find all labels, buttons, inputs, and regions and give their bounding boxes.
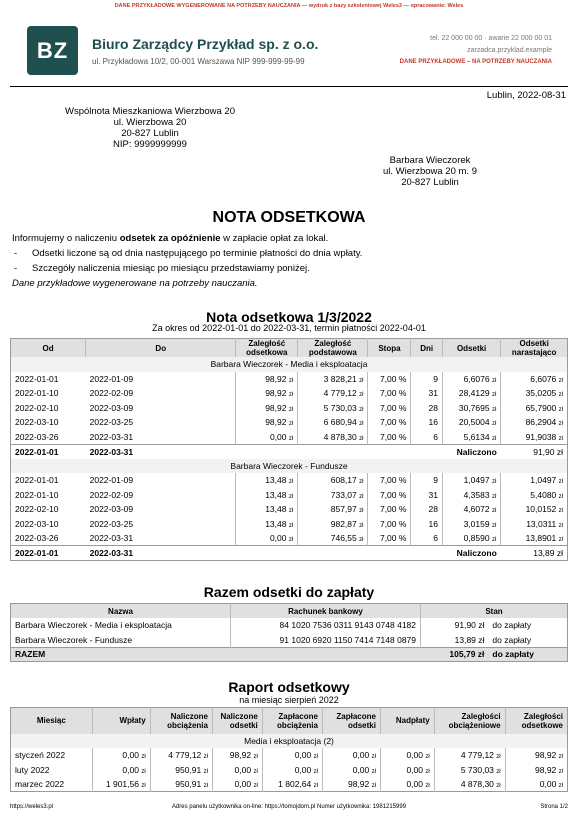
sum-to: 2022-03-31 — [86, 546, 236, 561]
raport-value-cell: 0,00 zł — [380, 748, 434, 763]
currency-label: zł — [491, 421, 497, 428]
raport-value-cell: 950,91 zł — [150, 763, 212, 778]
currency-label: zł — [253, 754, 258, 761]
date-from-cell: 2022-03-26 — [15, 431, 59, 442]
currency-label: zł — [288, 435, 294, 442]
currency-label: zł — [558, 392, 563, 399]
intro-bullet-1: - Odsetki liczone są od dnia następującego po terminie płatności do dnia wpłaty. — [12, 246, 568, 261]
currency-label: zł — [359, 493, 364, 500]
raport-value-cell: 0,00 zł — [322, 763, 380, 778]
sum-from: 2022-01-01 — [11, 546, 86, 561]
date-to-cell: 2022-02-09 — [89, 388, 134, 399]
company-logo: BZ — [27, 26, 78, 75]
razem-total-row — [11, 647, 568, 662]
addressee-city: 20-827 Lublin — [401, 177, 459, 188]
table-row — [11, 633, 568, 648]
interest-cell: 30,7695 zł — [442, 401, 500, 416]
currency-label: zł — [491, 377, 497, 384]
balance-status-cell: do zapłaty — [492, 620, 532, 631]
raport-value-cell: 0,00 zł — [262, 748, 322, 763]
days-cell: 9 — [411, 473, 443, 488]
days-cell: 9 — [411, 372, 443, 387]
interest-arrears-cell: 13,48 zł — [236, 517, 298, 532]
raport-header-cell: Naliczone odsetki — [212, 708, 262, 734]
raport-value-cell: 0,00 zł — [262, 763, 322, 778]
month-cell: marzec 2022 — [15, 779, 65, 789]
days-cell: 16 — [411, 517, 443, 532]
date-to-cell: 2022-03-31 — [89, 533, 134, 543]
raport-value-cell: 0,00 zł — [380, 763, 434, 778]
table-row — [11, 386, 568, 401]
currency-label: zł — [558, 508, 563, 515]
interest-arrears-cell: 98,92 zł — [236, 415, 298, 430]
currency-label: zł — [371, 783, 376, 789]
interest-cell: 5,6134 zł — [442, 430, 500, 445]
nota-header-cell: Odsetki — [442, 339, 500, 358]
table-row — [11, 415, 568, 430]
principal-arrears-cell: 608,17 zł — [298, 473, 368, 488]
footer-left[interactable]: https://weles3.pl — [10, 804, 54, 810]
sum-value: 91,90 zł — [501, 444, 568, 459]
currency-label: zł — [359, 421, 364, 428]
raport-group-row — [11, 734, 568, 749]
raport-subtitle: na miesiąc sierpień 2022 — [239, 695, 339, 705]
raport-value-cell: 4 779,12 zł — [434, 748, 505, 763]
currency-label: zł — [496, 768, 501, 775]
raport-header-cell: Zapłacone odsetki — [322, 708, 380, 734]
days-cell: 31 — [411, 386, 443, 401]
table-row — [11, 531, 568, 546]
rate-cell: 7,00 % — [368, 386, 411, 401]
date-from-cell: 2022-03-10 — [15, 518, 59, 529]
date-from-cell: 2022-01-01 — [15, 475, 59, 486]
table-row — [11, 777, 568, 792]
intro-p1b: odsetek za opóźnienie — [119, 233, 221, 244]
recipient-block — [55, 106, 245, 150]
nota-group-name: Barbara Wieczorek - Fundusze — [11, 459, 568, 474]
raport-value-cell: 0,00 zł — [92, 748, 150, 763]
interest-arrears-cell: 13,48 zł — [236, 488, 298, 503]
currency-label: zł — [288, 392, 294, 399]
nota-group-row — [11, 357, 568, 372]
interest-cell: 6,6076 zł — [442, 372, 500, 387]
interest-arrears-cell: 13,48 zł — [236, 502, 298, 517]
cumulative-interest-cell: 13,0311 zł — [501, 517, 568, 532]
addressee-block — [370, 155, 490, 188]
nota-header-cell: Dni — [411, 339, 443, 358]
currency-label: zł — [313, 768, 318, 775]
interest-cell: 20,5004 zł — [442, 415, 500, 430]
recipient-city: 20-827 Lublin — [121, 128, 179, 139]
nota-header-row — [11, 339, 568, 358]
account-name-cell: Barbara Wieczorek - Fundusze — [15, 634, 133, 645]
nota-header-cell: Od — [11, 339, 86, 358]
principal-arrears-cell: 982,87 zł — [298, 517, 368, 532]
currency-label: zł — [491, 406, 497, 413]
date-to-cell: 2022-03-09 — [89, 504, 134, 515]
currency-label: zł — [288, 493, 294, 500]
currency-label: zł — [359, 377, 364, 384]
currency-label: zł — [371, 754, 376, 761]
company-email: zarzadca.przyklad.example — [467, 47, 552, 54]
currency-label: zł — [288, 406, 294, 413]
cumulative-interest-cell: 35,0205 zł — [501, 386, 568, 401]
currency-label: zł — [313, 754, 318, 761]
table-row — [11, 473, 568, 488]
raport-header-cell: Zapłacone obciążenia — [262, 708, 322, 734]
currency-label: zł — [288, 377, 294, 384]
currency-label: zł — [288, 537, 294, 543]
interest-cell: 3,0159 zł — [442, 517, 500, 532]
cumulative-interest-cell: 91,9038 zł — [501, 430, 568, 445]
currency-label: zł — [253, 783, 258, 789]
currency-label: zł — [371, 768, 376, 775]
currency-label: zł — [359, 392, 364, 399]
principal-arrears-cell: 4 779,12 zł — [298, 386, 368, 401]
date-from-cell: 2022-03-26 — [15, 533, 59, 543]
interest-arrears-cell: 98,92 zł — [236, 372, 298, 387]
addressee-name: Barbara Wieczorek — [389, 155, 471, 166]
footer-page: Strona 1/2 — [540, 804, 568, 810]
raport-value-cell: 98,92 zł — [505, 748, 567, 763]
nota-group-row — [11, 459, 568, 474]
intro-text — [12, 231, 568, 291]
sum-from: 2022-01-01 — [11, 444, 86, 459]
date-to-cell: 2022-02-09 — [89, 489, 134, 500]
cumulative-interest-cell: 13,8901 zł — [501, 531, 568, 546]
currency-label: zł — [558, 754, 563, 761]
date-from-cell: 2022-02-10 — [15, 402, 59, 413]
table-row — [11, 517, 568, 532]
sum-label: Naliczono — [442, 546, 500, 561]
currency-label: zł — [491, 493, 497, 500]
currency-label: zł — [359, 406, 364, 413]
currency-label: zł — [203, 754, 208, 761]
cumulative-interest-cell: 65,7900 zł — [501, 401, 568, 416]
principal-arrears-cell: 746,55 zł — [298, 531, 368, 546]
table-row — [11, 372, 568, 387]
days-cell: 6 — [411, 430, 443, 445]
raport-value-cell: 0,00 zł — [380, 777, 434, 792]
bank-account-cell: 91 1020 6920 1150 7414 7148 0879 — [231, 633, 421, 648]
principal-arrears-cell: 4 878,30 zł — [298, 430, 368, 445]
currency-label: zł — [203, 783, 208, 789]
document-title: NOTA ODSETKOWA — [212, 209, 366, 226]
rate-cell: 7,00 % — [368, 473, 411, 488]
razem-table — [10, 603, 568, 662]
currency-label: zł — [359, 537, 364, 543]
currency-label: zł — [558, 479, 563, 486]
razem-header-row — [11, 604, 568, 619]
principal-arrears-cell: 733,07 zł — [298, 488, 368, 503]
table-row — [11, 401, 568, 416]
currency-label: zł — [558, 493, 563, 500]
currency-label: zł — [558, 783, 563, 789]
sum-label: Naliczono — [442, 444, 500, 459]
nota-header-cell: Stopa — [368, 339, 411, 358]
currency-label: zł — [425, 754, 430, 761]
currency-label: zł — [288, 522, 294, 529]
date-from-cell: 2022-03-10 — [15, 417, 59, 428]
nota-subtitle: Za okres od 2022-01-01 do 2022-03-31, termin płatności 2022-04-01 — [152, 323, 426, 333]
currency-label: zł — [558, 768, 563, 775]
balance-cell: 13,89 zł — [421, 633, 489, 648]
currency-label: zł — [141, 754, 146, 761]
company-phone: tel. 22 000 00 00 · awarie 22 000 00 01 — [430, 35, 552, 42]
currency-label: zł — [359, 508, 364, 515]
interest-arrears-cell: 98,92 zł — [236, 401, 298, 416]
currency-label: zł — [491, 522, 497, 529]
raport-value-cell: 0,00 zł — [505, 777, 567, 792]
currency-label: zł — [425, 768, 430, 775]
rate-cell: 7,00 % — [368, 401, 411, 416]
bank-account-cell: 84 1020 7536 0311 9143 0748 4182 — [231, 618, 421, 633]
recipient-name: Wspólnota Mieszkaniowa Wierzbowa 20 — [64, 106, 236, 117]
currency-label: zł — [558, 537, 563, 543]
raport-value-cell: 0,00 zł — [212, 763, 262, 778]
raport-value-cell: 5 730,03 zł — [434, 763, 505, 778]
interest-cell: 4,3583 zł — [442, 488, 500, 503]
footer-middle: Adres panelu użytkownika on-line: https://tomojdom.pl Numer użytkownika: 1981215999 — [171, 804, 407, 810]
currency-label: zł — [558, 435, 563, 442]
recipient-street: ul. Wierzbowa 20 — [113, 117, 187, 128]
razem-header-account: Rachunek bankowy — [231, 604, 421, 619]
raport-value-cell: 950,91 zł — [150, 777, 212, 792]
raport-header-cell: Naliczone obciążenia — [150, 708, 212, 734]
raport-value-cell: 4 779,12 zł — [150, 748, 212, 763]
table-row — [11, 488, 568, 503]
raport-value-cell: 98,92 zł — [505, 763, 567, 778]
raport-value-cell: 4 878,30 zł — [434, 777, 505, 792]
interest-cell: 1,0497 zł — [442, 473, 500, 488]
date-to-cell: 2022-03-09 — [89, 402, 134, 413]
cumulative-interest-cell: 6,6076 zł — [501, 372, 568, 387]
cumulative-interest-cell: 5,4080 zł — [501, 488, 568, 503]
principal-arrears-cell: 5 730,03 zł — [298, 401, 368, 416]
date-from-cell: 2022-01-10 — [15, 489, 59, 500]
balance-status-cell: do zapłaty — [492, 634, 532, 645]
days-cell: 28 — [411, 401, 443, 416]
date-to-cell: 2022-03-25 — [89, 417, 134, 428]
intro-p1a: Informujemy o naliczeniu — [12, 233, 120, 244]
date-from-cell: 2022-02-10 — [15, 504, 59, 515]
cumulative-interest-cell: 10,0152 zł — [501, 502, 568, 517]
rate-cell: 7,00 % — [368, 415, 411, 430]
date-from-cell: 2022-01-01 — [15, 373, 59, 384]
addressee-street: ul. Wierzbowa 20 m. 9 — [383, 166, 477, 177]
top-banner: DANE PRZYKŁADOWE WYGENEROWANE NA POTRZEBY NAUCZANIA — wydruk z bazy szkoleniowej Weles3 — opracowanie: Weles — [114, 3, 464, 9]
currency-label: zł — [141, 768, 146, 775]
currency-label: zł — [359, 479, 364, 486]
sum-blank — [236, 444, 443, 459]
nota-table — [10, 338, 568, 561]
raport-value-cell: 0,00 zł — [322, 748, 380, 763]
balance-cell: 91,90 zł — [421, 618, 489, 633]
company-address: ul. Przykładowa 10/2, 00-001 Warszawa NIP 999-999-99-99 — [92, 57, 305, 66]
razem-header-balance: Stan — [421, 604, 568, 619]
raport-title: Raport odsetkowy — [228, 679, 350, 695]
interest-arrears-cell: 0,00 zł — [236, 430, 298, 445]
sum-value: 13,89 zł — [501, 546, 568, 561]
nota-sum-row — [11, 546, 568, 561]
interest-cell: 4,6072 zł — [442, 502, 500, 517]
intro-note: Dane przykładowe wygenerowane na potrzeby nauczania. — [12, 278, 258, 289]
currency-label: zł — [496, 754, 501, 761]
table-row — [11, 748, 568, 763]
nota-header-cell: Zaległość odsetkowa — [236, 339, 298, 358]
nota-title: Nota odsetkowa 1/3/2022 — [206, 309, 372, 325]
interest-cell: 0,8590 zł — [442, 531, 500, 546]
nota-header-cell: Zaległość podstawowa — [298, 339, 368, 358]
company-name: Biuro Zarządcy Przykład sp. z o.o. — [92, 36, 319, 52]
account-name-cell: Barbara Wieczorek - Media i eksploatacja — [15, 620, 172, 631]
company-note: DANE PRZYKŁADOWE – NA POTRZEBY NAUCZANIA — [399, 59, 552, 65]
rate-cell: 7,00 % — [368, 531, 411, 546]
principal-arrears-cell: 857,97 zł — [298, 502, 368, 517]
raport-value-cell: 0,00 zł — [92, 763, 150, 778]
rate-cell: 7,00 % — [368, 372, 411, 387]
raport-header-cell: Zaległości odsetkowe — [505, 708, 567, 734]
date-to-cell: 2022-03-31 — [89, 431, 134, 442]
currency-label: zł — [313, 783, 318, 789]
currency-label: zł — [253, 768, 258, 775]
date-to-cell: 2022-01-09 — [89, 475, 134, 486]
currency-label: zł — [203, 768, 208, 775]
table-row — [11, 618, 568, 633]
currency-label: zł — [558, 406, 563, 413]
nota-group-name: Barbara Wieczorek - Media i eksploatacja — [11, 357, 568, 372]
sum-blank — [236, 546, 443, 561]
interest-arrears-cell: 98,92 zł — [236, 386, 298, 401]
rate-cell: 7,00 % — [368, 488, 411, 503]
date-to-cell: 2022-01-09 — [89, 373, 134, 384]
rate-cell: 7,00 % — [368, 502, 411, 517]
cumulative-interest-cell: 1,0497 zł — [501, 473, 568, 488]
currency-label: zł — [491, 537, 497, 543]
raport-value-cell: 1 802,64 zł — [262, 777, 322, 792]
raport-value-cell: 0,00 zł — [212, 777, 262, 792]
raport-header-cell: Wpłaty — [92, 708, 150, 734]
total-status: do zapłaty — [488, 647, 567, 662]
document-date: Lublin, 2022-08-31 — [486, 90, 566, 101]
intro-bullet-2: - Szczegóły naliczenia miesiąc po miesiącu przedstawiamy poniżej. — [12, 261, 568, 276]
currency-label: zł — [288, 479, 294, 486]
recipient-nip: NIP: 9999999999 — [113, 139, 187, 150]
date-from-cell: 2022-01-10 — [15, 388, 59, 399]
currency-label: zł — [288, 421, 294, 428]
razem-title: Razem odsetki do zapłaty — [203, 584, 375, 600]
nota-header-cell: Odsetki narastająco — [501, 339, 568, 358]
raport-header-cell: Zaległości obciążeniowe — [434, 708, 505, 734]
rate-cell: 7,00 % — [368, 517, 411, 532]
total-label: RAZEM — [11, 647, 421, 662]
raport-header-cell: Miesiąc — [11, 708, 93, 734]
currency-label: zł — [491, 508, 497, 515]
principal-arrears-cell: 6 680,94 zł — [298, 415, 368, 430]
days-cell: 6 — [411, 531, 443, 546]
currency-label: zł — [359, 522, 364, 529]
currency-label: zł — [359, 435, 364, 442]
currency-label: zł — [558, 421, 563, 428]
month-cell: luty 2022 — [15, 764, 50, 775]
currency-label: zł — [425, 783, 430, 789]
currency-label: zł — [491, 435, 497, 442]
raport-value-cell: 1 901,56 zł — [92, 777, 150, 792]
date-to-cell: 2022-03-25 — [89, 518, 134, 529]
currency-label: zł — [558, 522, 563, 529]
month-cell: styczeń 2022 — [15, 750, 66, 761]
razem-header-name: Nazwa — [11, 604, 231, 619]
raport-value-cell: 98,92 zł — [212, 748, 262, 763]
intro-p1c: w zapłacie opłat za lokal. — [220, 233, 329, 244]
raport-header-cell: Nadpłaty — [380, 708, 434, 734]
raport-value-cell: 98,92 zł — [322, 777, 380, 792]
currency-label: zł — [496, 783, 501, 789]
sum-to: 2022-03-31 — [86, 444, 236, 459]
interest-arrears-cell: 0,00 zł — [236, 531, 298, 546]
raport-header-row — [11, 708, 568, 734]
currency-label: zł — [141, 783, 146, 789]
rate-cell: 7,00 % — [368, 430, 411, 445]
table-row — [11, 430, 568, 445]
total-value: 105,79 zł — [421, 647, 489, 662]
principal-arrears-cell: 3 828,21 zł — [298, 372, 368, 387]
nota-sum-row — [11, 444, 568, 459]
header-divider — [10, 86, 568, 87]
raport-table — [10, 707, 568, 792]
nota-header-cell: Do — [86, 339, 236, 358]
days-cell: 31 — [411, 488, 443, 503]
interest-arrears-cell: 13,48 zł — [236, 473, 298, 488]
days-cell: 16 — [411, 415, 443, 430]
table-row — [11, 763, 568, 778]
currency-label: zł — [491, 479, 497, 486]
raport-group-name: Media i eksploatacja (2) — [11, 734, 568, 749]
table-row — [11, 502, 568, 517]
interest-cell: 28,4129 zł — [442, 386, 500, 401]
cumulative-interest-cell: 86,2904 zł — [501, 415, 568, 430]
currency-label: zł — [558, 377, 563, 384]
currency-label: zł — [288, 508, 294, 515]
days-cell: 28 — [411, 502, 443, 517]
currency-label: zł — [491, 392, 497, 399]
